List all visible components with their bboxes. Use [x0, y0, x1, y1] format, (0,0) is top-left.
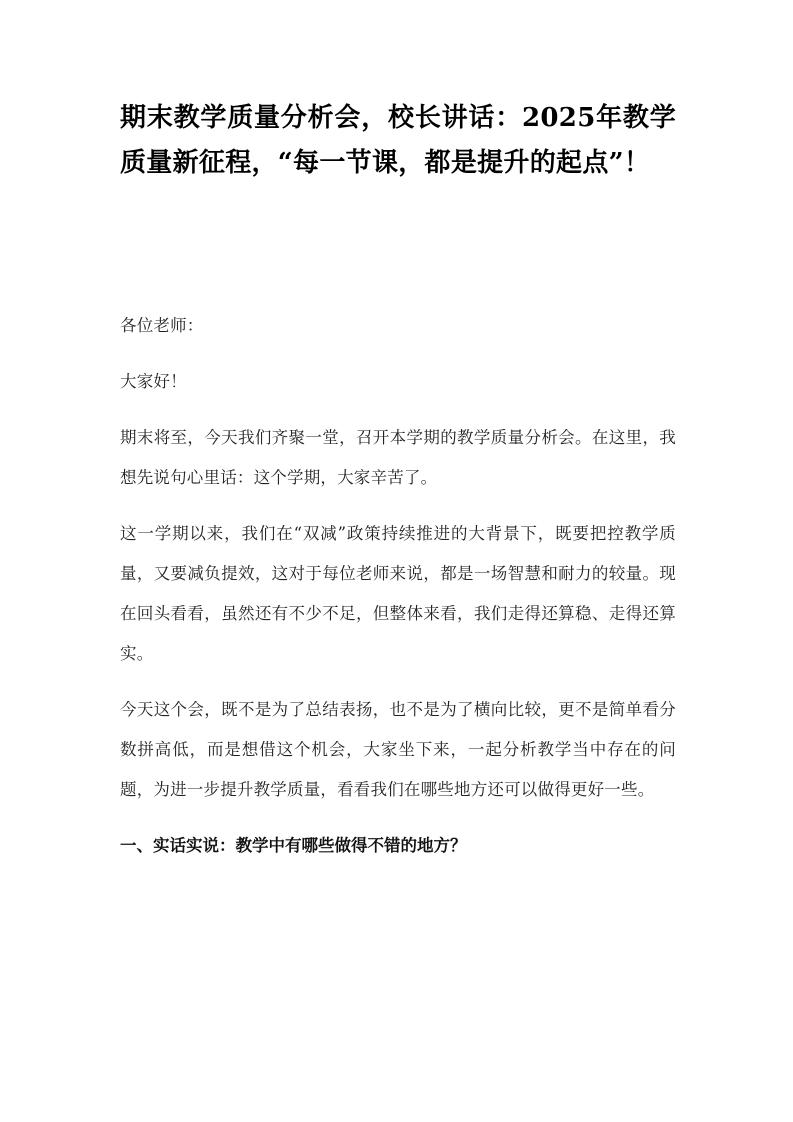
document-title: 期末教学质量分析会，校长讲话：2025年教学质量新征程，“每一节课，都是提升的起点”！	[120, 103, 676, 178]
document-body	[120, 306, 676, 866]
section-heading-1: 一、实话实说：教学中有哪些做得不错的地方？	[120, 836, 467, 855]
paragraph-meeting-purpose: 今天这个会，既不是为了总结表扬，也不是为了横向比较，更不是简单看分数拼高低，而是想借这个机会，大家坐下来，一起分析教学当中存在的问题，为进一步提升教学质量，看看我们在哪些地方还可以做得更好一些。	[120, 700, 676, 799]
paragraph-semester-review: 这一学期以来，我们在“双减”政策持续推进的大背景下，既要把控教学质量，又要减负提效，这对于每位老师来说，都是一场智慧和耐力的较量。现在回头看看，虽然还有不少不足，但整体来看，我们走得还算稳、走得还算实。	[120, 524, 676, 663]
salutation: 各位老师：	[120, 316, 204, 335]
paragraph-intro: 期末将至，今天我们齐聚一堂，召开本学期的教学质量分析会。在这里，我想先说句心里话：这个学期，大家辛苦了。	[120, 428, 676, 487]
greeting: 大家好！	[120, 372, 187, 391]
